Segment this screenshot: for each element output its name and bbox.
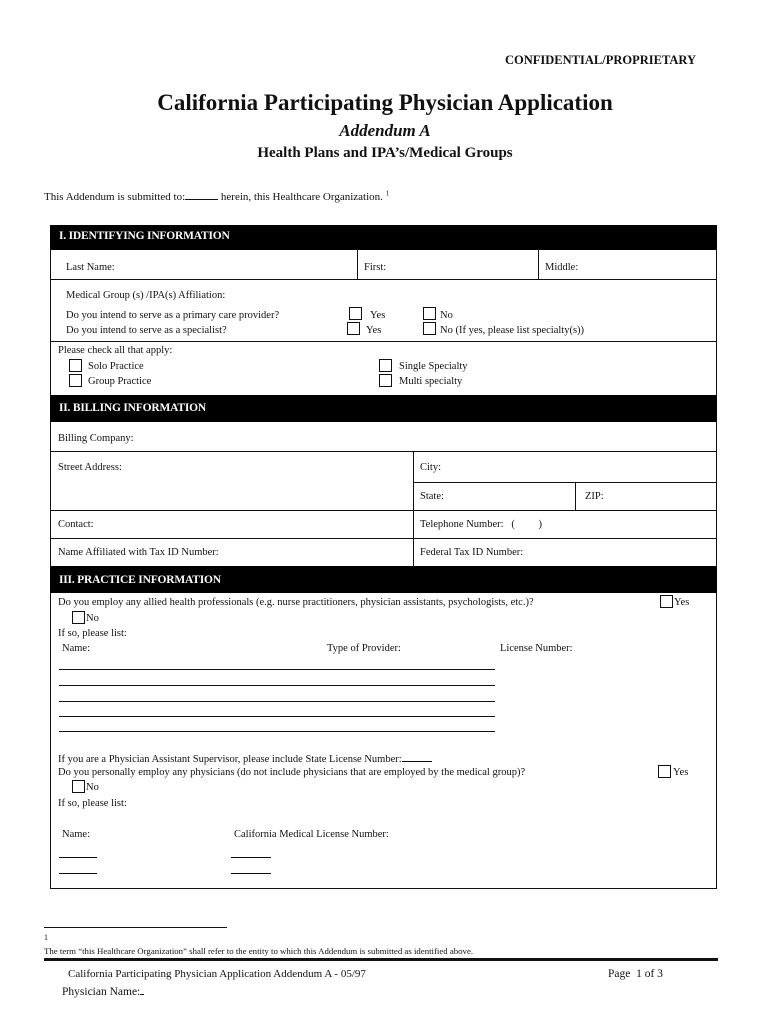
page-title: California Participating Physician Application [157, 90, 613, 115]
footnote-separator [44, 927, 227, 928]
multi-specialty-label: Multi specialty [399, 376, 463, 387]
addendum-label: Addendum A [339, 121, 431, 140]
single-specialty-checkbox[interactable] [379, 359, 392, 372]
submitted-to-field[interactable] [185, 189, 218, 200]
if-so-label: If so, please list: [58, 628, 127, 639]
physicians-yes-label: Yes [673, 767, 689, 778]
physician-name-label: Physician Name: [62, 986, 141, 998]
page-subtitle: Health Plans and IPA’s/Medical Groups [257, 145, 513, 161]
if-so-label-2: If so, please list: [58, 798, 127, 809]
affiliation-field[interactable]: Medical Group (s) /IPA(s) Affiliation: [66, 290, 226, 301]
telephone-field[interactable]: Telephone Number: ( ) [420, 519, 543, 530]
col-ca-license-label: California Medical License Number: [234, 829, 389, 840]
primary-no-label: No [440, 310, 453, 321]
primary-yes-label: Yes [370, 310, 386, 321]
col-name-label-2: Name: [62, 829, 90, 840]
state-field[interactable]: State: [420, 491, 444, 502]
allied-entry-line[interactable] [59, 716, 495, 717]
footnote-number: 1 [44, 933, 48, 942]
section-3-header [50, 566, 717, 593]
col-license-label: License Number: [500, 643, 573, 654]
section-1-heading: I. IDENTIFYING INFORMATION [59, 230, 230, 242]
single-specialty-label: Single Specialty [399, 361, 468, 372]
billing-company-field[interactable]: Billing Company: [58, 433, 134, 444]
specialist-no-checkbox[interactable] [423, 322, 436, 335]
col-type-label: Type of Provider: [327, 643, 401, 654]
physicians-no-label: No [86, 782, 99, 793]
section-1-header [50, 225, 717, 250]
intro-line [44, 189, 389, 203]
footnote-ref: 1 [385, 189, 390, 198]
first-name-field[interactable]: First: [364, 262, 387, 273]
allied-entry-line[interactable] [59, 701, 495, 702]
physician-name-line[interactable] [59, 873, 97, 874]
federal-tax-id-field[interactable]: Federal Tax ID Number: [420, 547, 524, 558]
physician-license-line[interactable] [231, 857, 271, 858]
city-field[interactable]: City: [420, 462, 442, 473]
primary-care-question: Do you intend to serve as a primary care provider? [66, 310, 280, 321]
allied-no-label: No [86, 613, 99, 624]
contact-field[interactable]: Contact: [58, 519, 94, 530]
physicians-yes-checkbox[interactable] [658, 765, 671, 778]
physicians-no-checkbox[interactable] [72, 780, 85, 793]
specialist-no-label: No (If yes, please list specialty(s)) [440, 325, 585, 336]
intro-after: herein, this Healthcare Organization. [218, 191, 383, 203]
primary-no-checkbox[interactable] [423, 307, 436, 320]
pa-supervisor-label: If you are a Physician Assistant Supervisor, please include State License Number: [58, 754, 402, 765]
primary-yes-checkbox[interactable] [349, 307, 362, 320]
allied-yes-checkbox[interactable] [660, 595, 673, 608]
footer-rule [44, 958, 718, 961]
footer-doc-id: California Participating Physician Application Addendum A - 05/97 [68, 968, 366, 980]
footer-page-number: Page 1 of 3 [608, 968, 663, 980]
check-all-label: Please check all that apply: [58, 345, 173, 356]
group-practice-checkbox[interactable] [69, 374, 82, 387]
physician-license-line[interactable] [231, 873, 271, 874]
footnote-text: The term “this Healthcare Organization” shall refer to the entity to which this Addendum is submitted as identified above. [44, 946, 474, 956]
col-name-label: Name: [62, 643, 90, 654]
section-3-heading: III. PRACTICE INFORMATION [59, 574, 221, 586]
zip-field[interactable]: ZIP: [585, 491, 604, 502]
specialist-question: Do you intend to serve as a specialist? [66, 325, 227, 336]
physician-name-field[interactable] [140, 984, 144, 995]
last-name-field[interactable]: Last Name: [66, 262, 115, 273]
section-2-heading: II. BILLING INFORMATION [59, 402, 206, 414]
allied-entry-line[interactable] [59, 669, 495, 670]
footer-physician-name [62, 984, 144, 998]
allied-entry-line[interactable] [59, 685, 495, 686]
allied-no-checkbox[interactable] [72, 611, 85, 624]
allied-health-question: Do you employ any allied health professionals (e.g. nurse practitioners, physician assistants, psychologists, etc.)? [58, 597, 534, 608]
intro-before: This Addendum is submitted to: [44, 191, 186, 203]
specialist-yes-checkbox[interactable] [347, 322, 360, 335]
middle-name-field[interactable]: Middle: [545, 262, 579, 273]
pa-supervisor-line [58, 751, 432, 765]
allied-entry-line[interactable] [59, 731, 495, 732]
name-tax-id-field[interactable]: Name Affiliated with Tax ID Number: [58, 547, 219, 558]
pa-license-field[interactable] [402, 751, 432, 762]
allied-yes-label: Yes [674, 597, 690, 608]
section-2-header [50, 395, 717, 422]
solo-practice-label: Solo Practice [88, 361, 144, 372]
confidential-label: CONFIDENTIAL/PROPRIETARY [505, 53, 697, 67]
street-address-field[interactable]: Street Address: [58, 462, 122, 473]
physicians-question: Do you personally employ any physicians (do not include physicians that are employed by the medical group)? [58, 767, 526, 778]
physician-name-line[interactable] [59, 857, 97, 858]
solo-practice-checkbox[interactable] [69, 359, 82, 372]
multi-specialty-checkbox[interactable] [379, 374, 392, 387]
specialist-yes-label: Yes [366, 325, 382, 336]
group-practice-label: Group Practice [88, 376, 152, 387]
